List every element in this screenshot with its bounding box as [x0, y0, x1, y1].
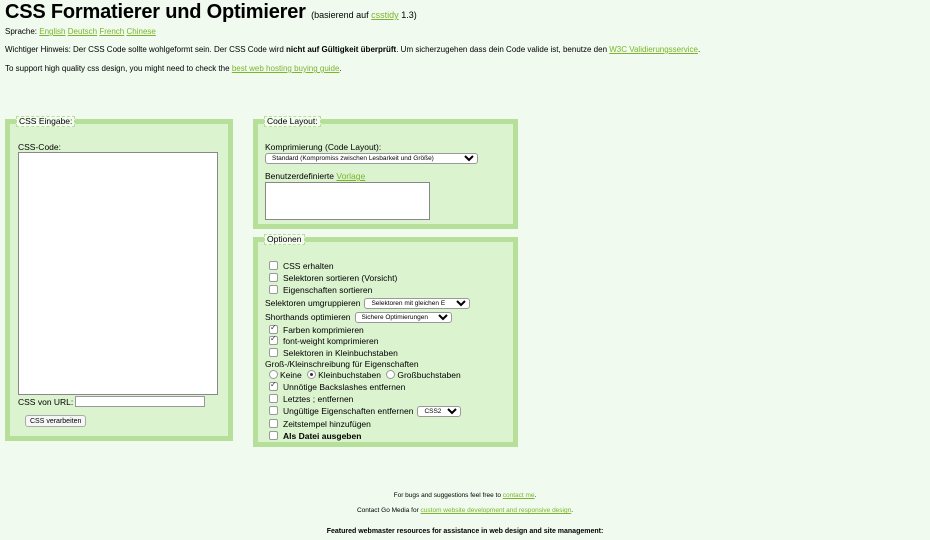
discard-invalid-label: Ungültige Eigenschaften entfernen: [283, 406, 414, 416]
case-upper-radio[interactable]: [386, 370, 395, 379]
language-chinese-link[interactable]: Chinese: [126, 27, 156, 36]
option-compress-colors[interactable]: [269, 325, 364, 335]
option-timestamp[interactable]: [269, 419, 371, 429]
option-output-file[interactable]: [269, 431, 361, 441]
compress-colors-checkbox[interactable]: [269, 325, 278, 334]
timestamp-checkbox[interactable]: [269, 419, 278, 428]
options-legend: Optionen: [264, 234, 305, 245]
compress-font-weight-label: font-weight komprimieren: [283, 336, 379, 346]
language-deutsch-link[interactable]: Deutsch: [67, 27, 98, 36]
footer-featured: Featured webmaster resources for assistance in web design and site management:: [326, 528, 604, 535]
contact-me-link[interactable]: contact me: [502, 492, 535, 499]
notice-text-2: . Um sicherzugehen dass dein Code valide ist, benutze den: [396, 45, 610, 54]
process-css-button[interactable]: CSS verarbeiten: [25, 415, 86, 427]
option-discard-invalid[interactable]: [269, 406, 461, 417]
css-url-input[interactable]: [75, 396, 205, 407]
case-lower-radio[interactable]: [307, 370, 316, 379]
case-radio-group: [269, 370, 461, 380]
language-english-link[interactable]: English: [39, 27, 66, 36]
footer-contact-end: .: [571, 507, 574, 514]
footer-bugs-text: For bugs and suggestions feel free to: [393, 492, 503, 499]
sort-selectors-label: Selektoren sortieren (Vorsicht): [283, 273, 398, 283]
footer-bugs: [0, 492, 930, 499]
discard-invalid-checkbox[interactable]: [269, 406, 278, 415]
option-preserve-css[interactable]: [269, 261, 334, 271]
remove-backslashes-checkbox[interactable]: [269, 382, 278, 391]
compress-colors-label: Farben komprimieren: [283, 325, 364, 335]
page-title: [5, 1, 417, 24]
footer-contact: [0, 507, 930, 514]
case-none-label: Keine: [280, 370, 302, 380]
css-input-panel: [5, 116, 233, 441]
css-code-textarea[interactable]: [18, 152, 218, 395]
support-end: .: [339, 64, 342, 73]
case-lower-label: Kleinbuchstaben: [318, 370, 381, 380]
validation-notice: [5, 45, 700, 54]
language-label: Sprache:: [5, 27, 38, 36]
option-remove-last-semicolon[interactable]: [269, 394, 353, 404]
code-layout-legend: Code Layout:: [264, 116, 321, 127]
template-label-text: Benutzerdefinierte: [265, 171, 334, 181]
option-sort-selectors[interactable]: [269, 273, 397, 283]
support-notice: [5, 64, 342, 73]
case-upper-label: Großbuchstaben: [397, 370, 461, 380]
compression-label: Komprimierung (Code Layout):: [265, 142, 382, 152]
page-subtitle: [311, 10, 417, 20]
css-url-label: CSS von URL:: [18, 397, 74, 407]
css-level-select[interactable]: [417, 406, 461, 417]
option-regroup: [265, 298, 470, 309]
compress-font-weight-checkbox[interactable]: [269, 336, 278, 345]
code-layout-panel: [253, 116, 518, 229]
notice-text-3: .: [698, 45, 701, 54]
options-panel: [253, 234, 518, 447]
case-label: Groß-/Kleinschreibung für Eigenschaften: [265, 359, 419, 369]
w3c-validator-link[interactable]: W3C Validierungsservice: [609, 45, 699, 54]
custom-template-textarea[interactable]: [265, 182, 430, 220]
timestamp-label: Zeitstempel hinzufügen: [283, 419, 371, 429]
compression-select[interactable]: [265, 153, 478, 164]
output-file-label: Als Datei ausgeben: [283, 431, 362, 441]
option-lowercase-selectors[interactable]: [269, 348, 398, 358]
template-label: [265, 171, 365, 181]
shorthands-select[interactable]: [355, 312, 452, 323]
css-input-legend: CSS Eingabe:: [16, 116, 75, 127]
shorthands-label: Shorthands optimieren: [265, 312, 351, 322]
language-bar: [5, 27, 156, 36]
page-title-text: CSS Formatierer und Optimierer: [5, 1, 306, 23]
sort-properties-label: Eigenschaften sortieren: [283, 285, 373, 295]
footer-bugs-end: .: [534, 492, 537, 499]
option-sort-properties[interactable]: [269, 285, 372, 295]
case-none-radio[interactable]: [269, 370, 278, 379]
custom-development-link[interactable]: custom website development and responsive design: [420, 507, 572, 514]
regroup-label: Selektoren umgruppieren: [265, 298, 361, 308]
template-link[interactable]: Vorlage: [336, 171, 366, 181]
lowercase-selectors-checkbox[interactable]: [269, 348, 278, 357]
remove-last-semicolon-label: Letztes ; entfernen: [283, 394, 354, 404]
csstidy-link[interactable]: csstidy: [371, 10, 399, 20]
notice-text-1: Wichtiger Hinweis: Der CSS Code sollte wohlgeformt sein. Der CSS Code wird: [5, 45, 286, 54]
output-file-checkbox[interactable]: [269, 431, 278, 440]
css-code-label: CSS-Code:: [18, 142, 61, 152]
subtitle-prefix: (basierend auf: [311, 10, 369, 20]
option-remove-backslashes[interactable]: [269, 382, 405, 392]
footer-contact-text: Contact Go Media for: [356, 507, 421, 514]
lowercase-selectors-label: Selektoren in Kleinbuchstaben: [283, 348, 398, 358]
preserve-css-label: CSS erhalten: [283, 261, 334, 271]
language-french-link[interactable]: French: [99, 27, 125, 36]
subtitle-suffix: 1.3): [401, 10, 417, 20]
option-shorthands: [265, 312, 452, 323]
option-compress-font-weight[interactable]: [269, 336, 378, 346]
remove-backslashes-label: Unnötige Backslashes entfernen: [283, 382, 406, 392]
sort-properties-checkbox[interactable]: [269, 285, 278, 294]
sort-selectors-checkbox[interactable]: [269, 273, 278, 282]
support-text: To support high quality css design, you might need to check the: [5, 64, 232, 73]
notice-bold: nicht auf Gültigkeit überprüft: [286, 45, 397, 54]
remove-last-semicolon-checkbox[interactable]: [269, 394, 278, 403]
regroup-select[interactable]: [364, 298, 470, 309]
hosting-guide-link[interactable]: best web hosting buying guide: [231, 64, 340, 73]
preserve-css-checkbox[interactable]: [269, 261, 278, 270]
